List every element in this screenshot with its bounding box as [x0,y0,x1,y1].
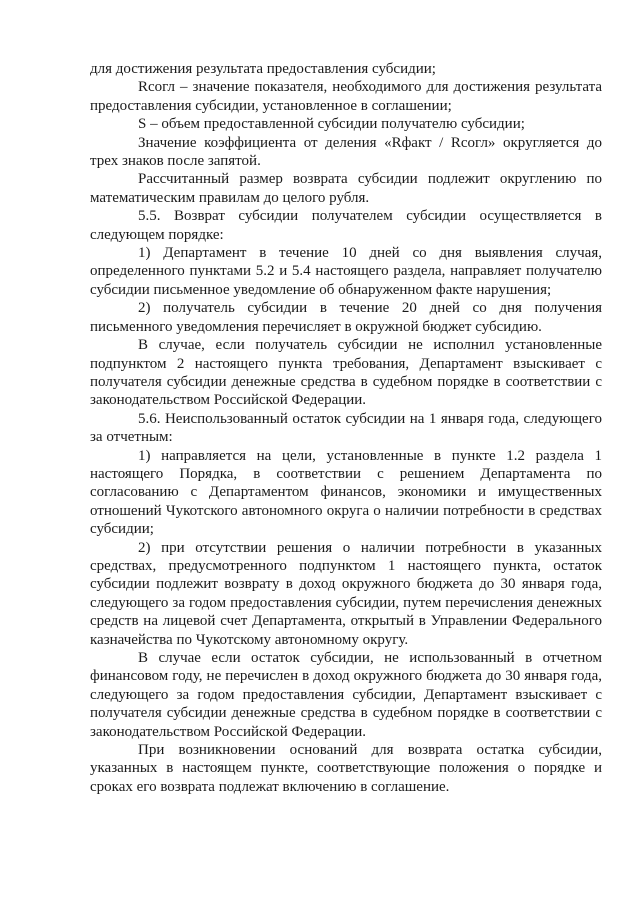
paragraph-5-5-enforcement: В случае, если получатель субсидии не исполнил установленные подпунктом 2 настоящего пункта требования, Департамент взыскивает с получателя субсидии денежные средства в судебном порядке в соответствии с законодательством Российской Федерации. [90,337,602,409]
paragraph-1: для достижения результата предоставления субсидии; [90,61,436,77]
paragraph-5-6-agreement: При возникновении оснований для возврата остатка субсидии, указанных в настоящем пункте, соответствующие положения о порядке и сроках его возврата подлежат включению в соглашение. [90,742,602,795]
document-body [90,60,602,796]
paragraph-5-5-item-2: 2) получатель субсидии в течение 20 дней со дня получения письменного уведомления перечисляет в окружной бюджет субсидию. [90,300,602,335]
paragraph-coefficient-rounding: Значение коэффициента от деления «Rфакт / Rсогл» округляется до трех знаков после запятой. [90,134,602,170]
paragraph-5-6-item-1: 1) направляется на цели, установленные в пункте 1.2 раздела 1 настоящего Порядка, в соответствии с решением Департамента по согласованию с Департаментом финансов, экономики и имущественных отношений Чукотского автономного округа о наличии потребности в средствах субсидии; [90,447,602,538]
paragraph-5-5-item-1: 1) Департамент в течение 10 дней со дня выявления случая, определенного пунктами 5.2 и 5.4 настоящего раздела, направляет получателю субсидии письменное уведомление об обнаруженном факте нарушения; [90,245,602,298]
paragraph-5-6: 5.6. Неиспользованный остаток субсидии на 1 января года, следующего за отчетным: [90,410,602,446]
paragraph-amount-rounding: Рассчитанный размер возврата субсидии подлежит округлению по математическим правилам до целого рубля. [90,171,602,206]
paragraph-rsogl-definition: Rсогл – значение показателя, необходимого для достижения результата предоставления субсидии, установленное в соглашении; [90,79,602,114]
paragraph-5-5: 5.5. Возврат субсидии получателем субсидии осуществляется в следующем порядке: [90,208,602,243]
paragraph-5-6-enforcement: В случае если остаток субсидии, не использованный в отчетном финансовом году, не перечислен в доход окружного бюджета до 30 января года, следующего за годом предоставления субсидии, Департамент взыскивает с получателя субсидии денежные средства в судебном порядке в соответствии с законодательством Российской Федерации. [90,650,602,740]
paragraph-5-6-item-2: 2) при отсутствии решения о наличии потребности в указанных средствах, предусмотренного подпунктом 1 настоящего пункта, остаток субсидии подлежит возврату в доход окружного бюджета до 30 января года, следующего за годом предоставления субсидии, путем перечисления денежных средств на лицевой счет Департамента, открытый в Управлении Федерального казначейства по Чукотскому автономному округу. [90,539,602,648]
paragraph-s-definition: S – объем предоставленной субсидии получателю субсидии; [138,116,525,133]
